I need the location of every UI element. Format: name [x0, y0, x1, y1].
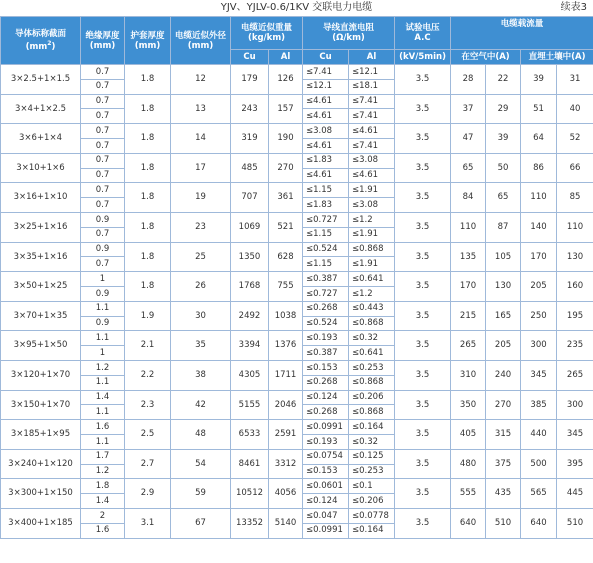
test-voltage-cell: 3.5 — [395, 508, 451, 538]
insulation-cell: 0.7 — [81, 198, 125, 213]
diameter-cell: 26 — [171, 272, 231, 302]
resistance-al-cell: ≤0.1 — [349, 479, 395, 494]
soil-al-cell: 110 — [557, 212, 593, 242]
weight-cu-cell: 3394 — [231, 331, 269, 361]
resistance-cu-cell: ≤0.524 — [303, 316, 349, 331]
section-cell: 3×185+1×95 — [1, 420, 81, 450]
sheath-cell: 3.1 — [125, 508, 171, 538]
diameter-cell: 67 — [171, 508, 231, 538]
insulation-cell: 0.7 — [81, 257, 125, 272]
header-resistance: 导线直流电阻 (Ω/km) — [303, 17, 395, 50]
resistance-cu-cell: ≤1.83 — [303, 198, 349, 213]
soil-cu-cell: 385 — [521, 390, 557, 420]
air-cu-cell: 170 — [451, 272, 486, 302]
air-al-cell: 205 — [486, 331, 521, 361]
sheath-cell: 1.9 — [125, 301, 171, 331]
insulation-cell: 0.9 — [81, 316, 125, 331]
weight-cu-cell: 1350 — [231, 242, 269, 272]
air-al-cell: 87 — [486, 212, 521, 242]
table-row — [1, 153, 593, 168]
air-cu-cell: 350 — [451, 390, 486, 420]
section-cell: 3×70+1×35 — [1, 301, 81, 331]
sheath-cell: 2.7 — [125, 449, 171, 479]
air-cu-cell: 65 — [451, 153, 486, 183]
weight-al-cell: 628 — [269, 242, 303, 272]
test-voltage-cell: 3.5 — [395, 449, 451, 479]
section-cell: 3×95+1×50 — [1, 331, 81, 361]
insulation-cell: 0.7 — [81, 79, 125, 94]
air-al-cell: 105 — [486, 242, 521, 272]
section-cell: 3×2.5+1×1.5 — [1, 65, 81, 95]
resistance-al-cell: ≤0.868 — [349, 405, 395, 420]
insulation-cell: 2 — [81, 508, 125, 523]
header-insulation: 绝缘厚度 (mm) — [81, 17, 125, 65]
weight-al-cell: 1711 — [269, 360, 303, 390]
resistance-al-cell: ≤12.1 — [349, 65, 395, 80]
cable-spec-table — [0, 16, 593, 539]
resistance-al-cell: ≤0.0778 — [349, 508, 395, 523]
insulation-cell: 0.7 — [81, 109, 125, 124]
air-cu-cell: 555 — [451, 479, 486, 509]
resistance-al-cell: ≤7.41 — [349, 109, 395, 124]
table-row — [1, 301, 593, 316]
air-al-cell: 315 — [486, 420, 521, 450]
air-cu-cell: 47 — [451, 124, 486, 154]
resistance-al-cell: ≤0.868 — [349, 316, 395, 331]
table-row — [1, 390, 593, 405]
weight-al-cell: 5140 — [269, 508, 303, 538]
insulation-cell: 0.7 — [81, 138, 125, 153]
resistance-al-cell: ≤0.641 — [349, 272, 395, 287]
resistance-al-cell: ≤0.868 — [349, 375, 395, 390]
resistance-cu-cell: ≤1.15 — [303, 227, 349, 242]
soil-cu-cell: 140 — [521, 212, 557, 242]
insulation-cell: 0.9 — [81, 242, 125, 257]
resistance-al-cell: ≤0.32 — [349, 434, 395, 449]
sheath-cell: 1.8 — [125, 183, 171, 213]
soil-al-cell: 235 — [557, 331, 593, 361]
header-sheath: 护套厚度 (mm) — [125, 17, 171, 65]
resistance-cu-cell: ≤0.0991 — [303, 420, 349, 435]
resistance-al-cell: ≤7.41 — [349, 94, 395, 109]
weight-cu-cell: 1069 — [231, 212, 269, 242]
soil-al-cell: 40 — [557, 94, 593, 124]
table-row — [1, 124, 593, 139]
resistance-cu-cell: ≤0.0601 — [303, 479, 349, 494]
section-cell: 3×16+1×10 — [1, 183, 81, 213]
soil-al-cell: 52 — [557, 124, 593, 154]
weight-al-cell: 4056 — [269, 479, 303, 509]
header-weight-cu: Cu — [231, 50, 269, 65]
diameter-cell: 48 — [171, 420, 231, 450]
weight-al-cell: 157 — [269, 94, 303, 124]
insulation-cell: 0.7 — [81, 124, 125, 139]
soil-cu-cell: 86 — [521, 153, 557, 183]
soil-cu-cell: 565 — [521, 479, 557, 509]
resistance-cu-cell: ≤0.268 — [303, 405, 349, 420]
section-cell: 3×240+1×120 — [1, 449, 81, 479]
weight-cu-cell: 319 — [231, 124, 269, 154]
diameter-cell: 13 — [171, 94, 231, 124]
insulation-cell: 1.8 — [81, 479, 125, 494]
weight-cu-cell: 485 — [231, 153, 269, 183]
resistance-al-cell: ≤0.253 — [349, 360, 395, 375]
soil-al-cell: 195 — [557, 301, 593, 331]
test-voltage-cell: 3.5 — [395, 301, 451, 331]
resistance-al-cell: ≤1.91 — [349, 257, 395, 272]
resistance-cu-cell: ≤0.0754 — [303, 449, 349, 464]
air-cu-cell: 405 — [451, 420, 486, 450]
resistance-al-cell: ≤1.2 — [349, 212, 395, 227]
test-voltage-cell: 3.5 — [395, 65, 451, 95]
resistance-al-cell: ≤0.641 — [349, 346, 395, 361]
soil-cu-cell: 170 — [521, 242, 557, 272]
header-resistance-cu: Cu — [303, 50, 349, 65]
resistance-al-cell: ≤0.125 — [349, 449, 395, 464]
header-test-voltage: 试验电压 A.C — [395, 17, 451, 50]
section-cell: 3×25+1×16 — [1, 212, 81, 242]
air-al-cell: 39 — [486, 124, 521, 154]
sheath-cell: 2.1 — [125, 331, 171, 361]
weight-al-cell: 1038 — [269, 301, 303, 331]
weight-cu-cell: 10512 — [231, 479, 269, 509]
insulation-cell: 0.7 — [81, 168, 125, 183]
header-weight-al: Al — [269, 50, 303, 65]
soil-cu-cell: 300 — [521, 331, 557, 361]
insulation-cell: 1.2 — [81, 464, 125, 479]
air-cu-cell: 110 — [451, 212, 486, 242]
section-cell: 3×10+1×6 — [1, 153, 81, 183]
resistance-al-cell: ≤0.443 — [349, 301, 395, 316]
weight-cu-cell: 8461 — [231, 449, 269, 479]
weight-al-cell: 2591 — [269, 420, 303, 450]
insulation-cell: 0.7 — [81, 227, 125, 242]
table-row — [1, 212, 593, 227]
soil-al-cell: 130 — [557, 242, 593, 272]
resistance-cu-cell: ≤4.61 — [303, 138, 349, 153]
resistance-al-cell: ≤18.1 — [349, 79, 395, 94]
soil-cu-cell: 250 — [521, 301, 557, 331]
test-voltage-cell: 3.5 — [395, 242, 451, 272]
section-cell: 3×6+1×4 — [1, 124, 81, 154]
section-cell: 3×120+1×70 — [1, 360, 81, 390]
resistance-al-cell: ≤0.206 — [349, 494, 395, 509]
resistance-cu-cell: ≤0.387 — [303, 346, 349, 361]
test-voltage-cell: 3.5 — [395, 272, 451, 302]
test-voltage-cell: 3.5 — [395, 124, 451, 154]
insulation-cell: 1 — [81, 346, 125, 361]
air-al-cell: 435 — [486, 479, 521, 509]
resistance-al-cell: ≤0.164 — [349, 420, 395, 435]
weight-al-cell: 126 — [269, 65, 303, 95]
diameter-cell: 19 — [171, 183, 231, 213]
soil-cu-cell: 110 — [521, 183, 557, 213]
resistance-al-cell: ≤3.08 — [349, 198, 395, 213]
air-cu-cell: 84 — [451, 183, 486, 213]
soil-cu-cell: 500 — [521, 449, 557, 479]
insulation-cell: 1.6 — [81, 523, 125, 538]
weight-cu-cell: 1768 — [231, 272, 269, 302]
soil-cu-cell: 640 — [521, 508, 557, 538]
test-voltage-cell: 3.5 — [395, 360, 451, 390]
weight-al-cell: 190 — [269, 124, 303, 154]
weight-cu-cell: 2492 — [231, 301, 269, 331]
soil-cu-cell: 39 — [521, 65, 557, 95]
weight-cu-cell: 179 — [231, 65, 269, 95]
resistance-al-cell: ≤4.61 — [349, 168, 395, 183]
section-cell: 3×35+1×16 — [1, 242, 81, 272]
insulation-cell: 1.1 — [81, 301, 125, 316]
table-row — [1, 420, 593, 435]
air-cu-cell: 310 — [451, 360, 486, 390]
resistance-al-cell: ≤1.91 — [349, 227, 395, 242]
section-cell: 3×300+1×150 — [1, 479, 81, 509]
insulation-cell: 0.7 — [81, 153, 125, 168]
resistance-cu-cell: ≤0.124 — [303, 494, 349, 509]
resistance-al-cell: ≤3.08 — [349, 153, 395, 168]
table-row — [1, 360, 593, 375]
sheath-cell: 2.5 — [125, 420, 171, 450]
weight-al-cell: 270 — [269, 153, 303, 183]
soil-al-cell: 66 — [557, 153, 593, 183]
insulation-cell: 0.7 — [81, 94, 125, 109]
weight-cu-cell: 6533 — [231, 420, 269, 450]
weight-al-cell: 3312 — [269, 449, 303, 479]
soil-al-cell: 300 — [557, 390, 593, 420]
air-cu-cell: 37 — [451, 94, 486, 124]
resistance-cu-cell: ≤0.0991 — [303, 523, 349, 538]
diameter-cell: 14 — [171, 124, 231, 154]
resistance-cu-cell: ≤0.387 — [303, 272, 349, 287]
sheath-cell: 1.8 — [125, 272, 171, 302]
header-test-voltage-unit: (kV/5min) — [395, 50, 451, 65]
resistance-cu-cell: ≤7.41 — [303, 65, 349, 80]
resistance-al-cell: ≤7.41 — [349, 138, 395, 153]
weight-al-cell: 1376 — [269, 331, 303, 361]
insulation-cell: 0.7 — [81, 65, 125, 80]
sheath-cell: 1.8 — [125, 242, 171, 272]
weight-cu-cell: 243 — [231, 94, 269, 124]
air-cu-cell: 480 — [451, 449, 486, 479]
air-al-cell: 270 — [486, 390, 521, 420]
soil-al-cell: 395 — [557, 449, 593, 479]
resistance-cu-cell: ≤0.124 — [303, 390, 349, 405]
soil-al-cell: 85 — [557, 183, 593, 213]
table-row — [1, 242, 593, 257]
diameter-cell: 23 — [171, 212, 231, 242]
table-row — [1, 183, 593, 198]
air-al-cell: 130 — [486, 272, 521, 302]
resistance-cu-cell: ≤0.153 — [303, 464, 349, 479]
air-al-cell: 240 — [486, 360, 521, 390]
resistance-cu-cell: ≤4.61 — [303, 168, 349, 183]
insulation-cell: 0.9 — [81, 286, 125, 301]
air-cu-cell: 265 — [451, 331, 486, 361]
diameter-cell: 54 — [171, 449, 231, 479]
resistance-cu-cell: ≤1.15 — [303, 257, 349, 272]
soil-cu-cell: 205 — [521, 272, 557, 302]
header-resistance-al: Al — [349, 50, 395, 65]
soil-al-cell: 445 — [557, 479, 593, 509]
resistance-cu-cell: ≤0.153 — [303, 360, 349, 375]
air-al-cell: 375 — [486, 449, 521, 479]
weight-cu-cell: 707 — [231, 183, 269, 213]
soil-al-cell: 31 — [557, 65, 593, 95]
resistance-cu-cell: ≤0.268 — [303, 375, 349, 390]
table-row — [1, 331, 593, 346]
air-cu-cell: 28 — [451, 65, 486, 95]
sheath-cell: 1.8 — [125, 65, 171, 95]
resistance-cu-cell: ≤4.61 — [303, 94, 349, 109]
diameter-cell: 17 — [171, 153, 231, 183]
weight-al-cell: 2046 — [269, 390, 303, 420]
sheath-cell: 1.8 — [125, 153, 171, 183]
weight-al-cell: 521 — [269, 212, 303, 242]
insulation-cell: 1.2 — [81, 360, 125, 375]
soil-al-cell: 510 — [557, 508, 593, 538]
sheath-cell: 1.8 — [125, 212, 171, 242]
sheath-cell: 2.9 — [125, 479, 171, 509]
diameter-cell: 42 — [171, 390, 231, 420]
resistance-cu-cell: ≤12.1 — [303, 79, 349, 94]
resistance-cu-cell: ≤0.047 — [303, 508, 349, 523]
weight-al-cell: 361 — [269, 183, 303, 213]
section-cell: 3×4+1×2.5 — [1, 94, 81, 124]
air-cu-cell: 215 — [451, 301, 486, 331]
insulation-cell: 1.7 — [81, 449, 125, 464]
soil-cu-cell: 64 — [521, 124, 557, 154]
table-row — [1, 479, 593, 494]
insulation-cell: 1.6 — [81, 420, 125, 435]
insulation-cell: 1.4 — [81, 494, 125, 509]
header-weight: 电缆近似重量 (kg/km) — [231, 17, 303, 50]
resistance-al-cell: ≤1.2 — [349, 286, 395, 301]
insulation-cell: 1 — [81, 272, 125, 287]
air-al-cell: 22 — [486, 65, 521, 95]
test-voltage-cell: 3.5 — [395, 420, 451, 450]
page-title: YJV、YJLV-0.6/1KV 交联电力电缆 — [220, 2, 373, 13]
resistance-al-cell: ≤0.253 — [349, 464, 395, 479]
continuation-label: 续表3 — [560, 2, 587, 13]
insulation-cell: 0.9 — [81, 212, 125, 227]
resistance-cu-cell: ≤0.268 — [303, 301, 349, 316]
air-al-cell: 29 — [486, 94, 521, 124]
sheath-cell: 1.8 — [125, 124, 171, 154]
soil-cu-cell: 345 — [521, 360, 557, 390]
resistance-al-cell: ≤0.164 — [349, 523, 395, 538]
diameter-cell: 59 — [171, 479, 231, 509]
resistance-cu-cell: ≤0.193 — [303, 331, 349, 346]
air-al-cell: 50 — [486, 153, 521, 183]
resistance-al-cell: ≤4.61 — [349, 124, 395, 139]
section-cell: 3×400+1×185 — [1, 508, 81, 538]
table-row — [1, 272, 593, 287]
test-voltage-cell: 3.5 — [395, 153, 451, 183]
sheath-cell: 1.8 — [125, 94, 171, 124]
resistance-al-cell: ≤1.91 — [349, 183, 395, 198]
table-row — [1, 65, 593, 80]
insulation-cell: 1.1 — [81, 434, 125, 449]
header-in-air: 在空气中(A) — [451, 50, 521, 65]
resistance-cu-cell: ≤1.15 — [303, 183, 349, 198]
air-al-cell: 510 — [486, 508, 521, 538]
test-voltage-cell: 3.5 — [395, 212, 451, 242]
air-cu-cell: 135 — [451, 242, 486, 272]
test-voltage-cell: 3.5 — [395, 331, 451, 361]
resistance-cu-cell: ≤4.61 — [303, 109, 349, 124]
header-section: 导体标称截面 $(mm^2)$ — [1, 17, 81, 65]
header-diameter: 电缆近似外径 (mm) — [171, 17, 231, 65]
diameter-cell: 30 — [171, 301, 231, 331]
air-al-cell: 65 — [486, 183, 521, 213]
table-row — [1, 449, 593, 464]
section-cell: 3×50+1×25 — [1, 272, 81, 302]
insulation-cell: 1.1 — [81, 331, 125, 346]
test-voltage-cell: 3.5 — [395, 94, 451, 124]
soil-al-cell: 160 — [557, 272, 593, 302]
sheath-cell: 2.2 — [125, 360, 171, 390]
diameter-cell: 12 — [171, 65, 231, 95]
header-buried: 直埋土壤中(A) — [521, 50, 593, 65]
header-ampacity: 电缆载流量 — [451, 17, 593, 50]
sheath-cell: 2.3 — [125, 390, 171, 420]
test-voltage-cell: 3.5 — [395, 183, 451, 213]
resistance-al-cell: ≤0.32 — [349, 331, 395, 346]
resistance-cu-cell: ≤3.08 — [303, 124, 349, 139]
resistance-al-cell: ≤0.868 — [349, 242, 395, 257]
diameter-cell: 38 — [171, 360, 231, 390]
air-al-cell: 165 — [486, 301, 521, 331]
diameter-cell: 25 — [171, 242, 231, 272]
resistance-cu-cell: ≤0.193 — [303, 434, 349, 449]
weight-al-cell: 755 — [269, 272, 303, 302]
resistance-cu-cell: ≤1.83 — [303, 153, 349, 168]
resistance-cu-cell: ≤0.727 — [303, 212, 349, 227]
resistance-al-cell: ≤0.206 — [349, 390, 395, 405]
insulation-cell: 0.7 — [81, 183, 125, 198]
soil-cu-cell: 51 — [521, 94, 557, 124]
table-row — [1, 94, 593, 109]
insulation-cell: 1.1 — [81, 405, 125, 420]
soil-al-cell: 345 — [557, 420, 593, 450]
air-cu-cell: 640 — [451, 508, 486, 538]
insulation-cell: 1.1 — [81, 375, 125, 390]
weight-cu-cell: 4305 — [231, 360, 269, 390]
resistance-cu-cell: ≤0.524 — [303, 242, 349, 257]
soil-al-cell: 265 — [557, 360, 593, 390]
test-voltage-cell: 3.5 — [395, 479, 451, 509]
diameter-cell: 35 — [171, 331, 231, 361]
table-row — [1, 508, 593, 523]
soil-cu-cell: 440 — [521, 420, 557, 450]
insulation-cell: 1.4 — [81, 390, 125, 405]
test-voltage-cell: 3.5 — [395, 390, 451, 420]
section-cell: 3×150+1×70 — [1, 390, 81, 420]
weight-cu-cell: 13352 — [231, 508, 269, 538]
resistance-cu-cell: ≤0.727 — [303, 286, 349, 301]
weight-cu-cell: 5155 — [231, 390, 269, 420]
